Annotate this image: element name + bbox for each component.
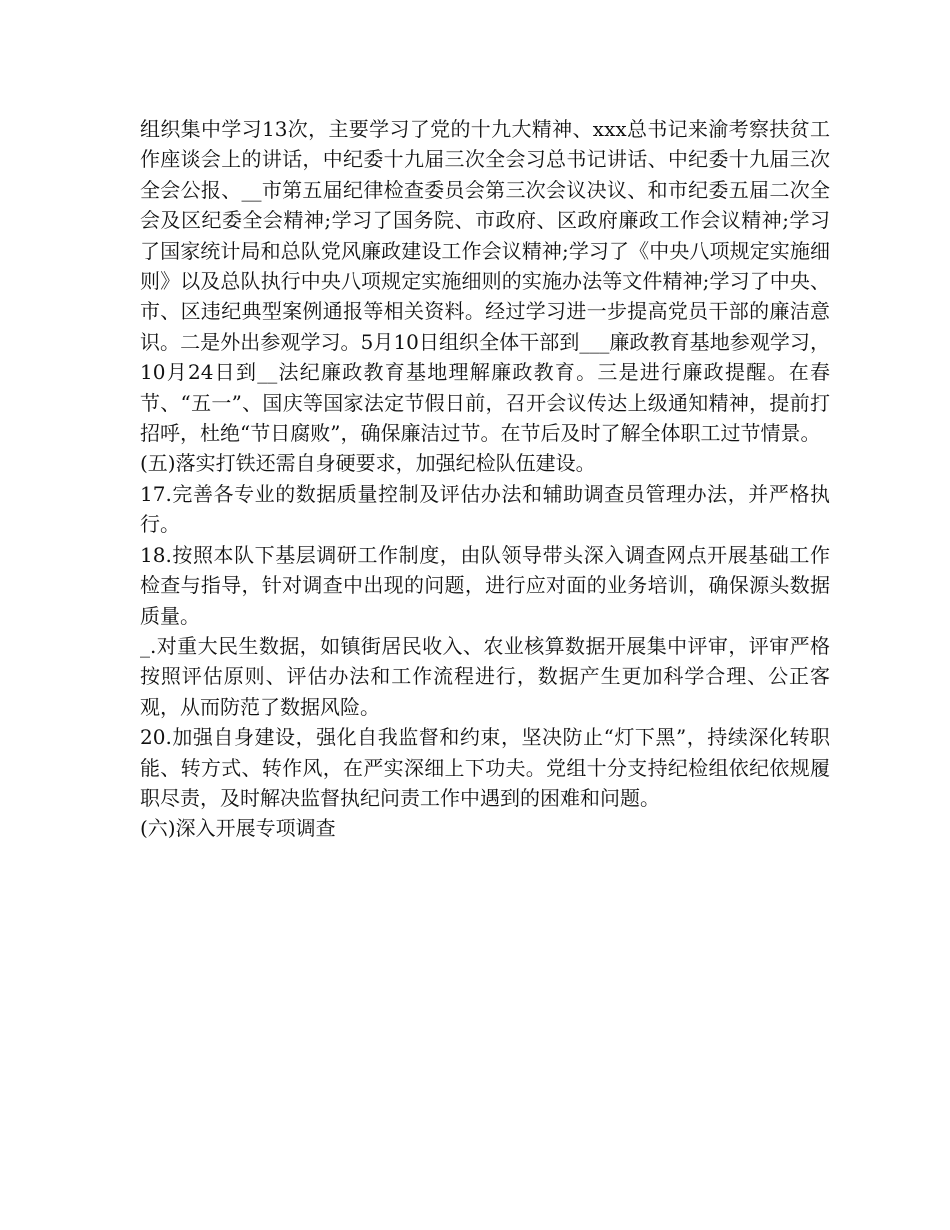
item-19: _.对重大民生数据，如镇街居民收入、农业核算数据开展集中评审，评审严格按照评估原则、评估办法和工作流程进行，数据产生更加科学合理、公正客观，从而防范了数据风险。: [140, 633, 830, 719]
item-17: 17.完善各专业的数据质量控制及评估办法和辅助调查员管理办法，并严格执行。: [140, 481, 830, 537]
item-20: 20.加强自身建设，强化自我监督和约束，坚决防止“灯下黑”，持续深化转职能、转方式、转作风，在严实深细上下功夫。党组十分支持纪检组依纪依规履职尽责，及时解决监督执纪问责工作中遇到的困难和问题。: [140, 725, 830, 810]
item-18: 18.按照本队下基层调研工作制度，由队领导带头深入调查网点开展基础工作检查与指导，针对调查中出现的问题，进行应对面的业务培训，确保源头数据质量。: [140, 542, 830, 628]
section-heading-6: (六)深入开展专项调查: [140, 816, 336, 841]
document-body: [140, 114, 830, 844]
paragraph-study-summary: 组织集中学习13次，主要学习了党的十九大精神、xxx总书记来渝考察扶贫工作座谈会上的讲话，中纪委十九届三次全会习总书记讲话、中纪委十九届三次全会公报、__市第五届纪律检查委员会第三次会议决议、和市纪委五届二次全会及区纪委全会精神;学习了国务院、市政府、区政府廉政工作会议精神;学习了国家统计局和总队党风廉政建设工作会议精神;学习了《中央八项规定实施细则》以及总队执行中央八项规定实施细则的实施办法等文件精神;学习了中央、市、区违纪典型案例通报等相关资料。经过学习进一步提高党员干部的廉洁意识。二是外出参观学习。5月10日组织全体干部到___廉政教育基地参观学习，10月24日到__法纪廉政教育基地理解廉政教育。三是进行廉政提醒。在春节、“五一”、国庆等国家法定节假日前，召开会议传达上级通知精神，提前打招呼，杜绝“节日腐败”，确保廉洁过节。在节后及时了解全体职工过节情景。: [140, 117, 830, 446]
section-heading-5: (五)落实打铁还需自身硬要求，加强纪检队伍建设。: [140, 451, 596, 476]
